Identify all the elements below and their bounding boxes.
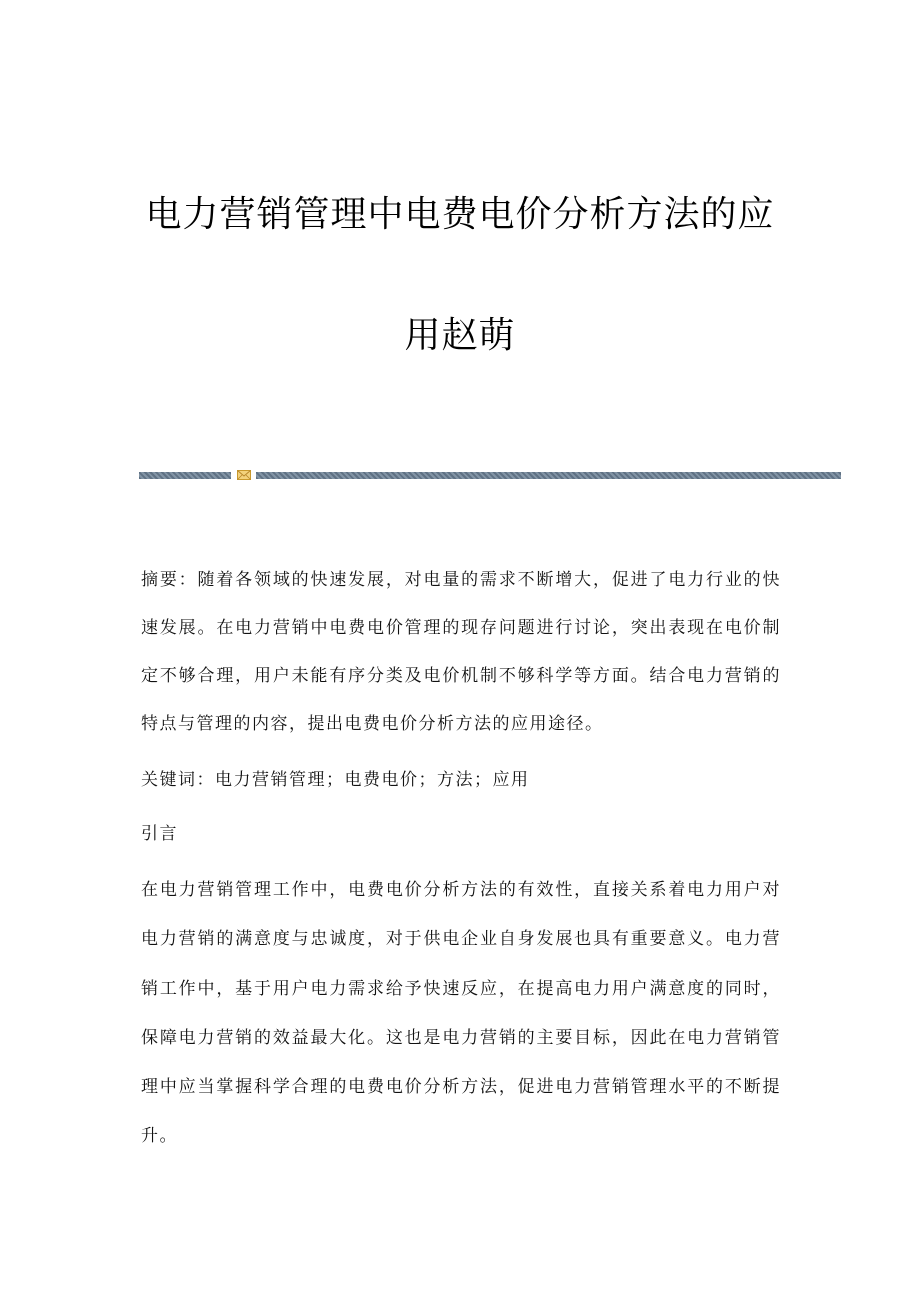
introduction-heading: 引言 <box>141 824 178 844</box>
document-title-line-1: 电力营销管理中电费电价分析方法的应 <box>145 194 775 235</box>
divider-bar-right <box>256 472 841 479</box>
abstract-paragraph: 摘要：随着各领域的快速发展，对电量的需求不断增大，促进了电力行业的快速发展。在电力营销中电费电价管理的现存问题进行讨论，突出表现在电价制定不够合理，用户未能有序分类及电价机制不够科学等方面。结合电力营销的特点与管理的内容，提出电费电价分析方法的应用途径。 <box>141 570 781 734</box>
envelope-icon <box>237 469 251 481</box>
introduction-paragraph: 在电力营销管理工作中，电费电价分析方法的有效性，直接关系着电力用户对电力营销的满意度与忠诚度，对于供电企业自身发展也具有重要意义。电力营销工作中，基于用户电力需求给予快速反应，在提高电力用户满意度的同时，保障电力营销的效益最大化。这也是电力营销的主要目标，因此在电力营销管理中应当掌握科学合理的电费电价分析方法，促进电力营销管理水平的不断提升。 <box>141 880 781 1147</box>
keywords-line: 关键词：电力营销管理；电费电价；方法；应用 <box>141 770 530 790</box>
divider-bar-left <box>139 472 231 479</box>
document-title-line-2: 用赵萌 <box>404 315 516 356</box>
title-divider <box>139 469 841 481</box>
